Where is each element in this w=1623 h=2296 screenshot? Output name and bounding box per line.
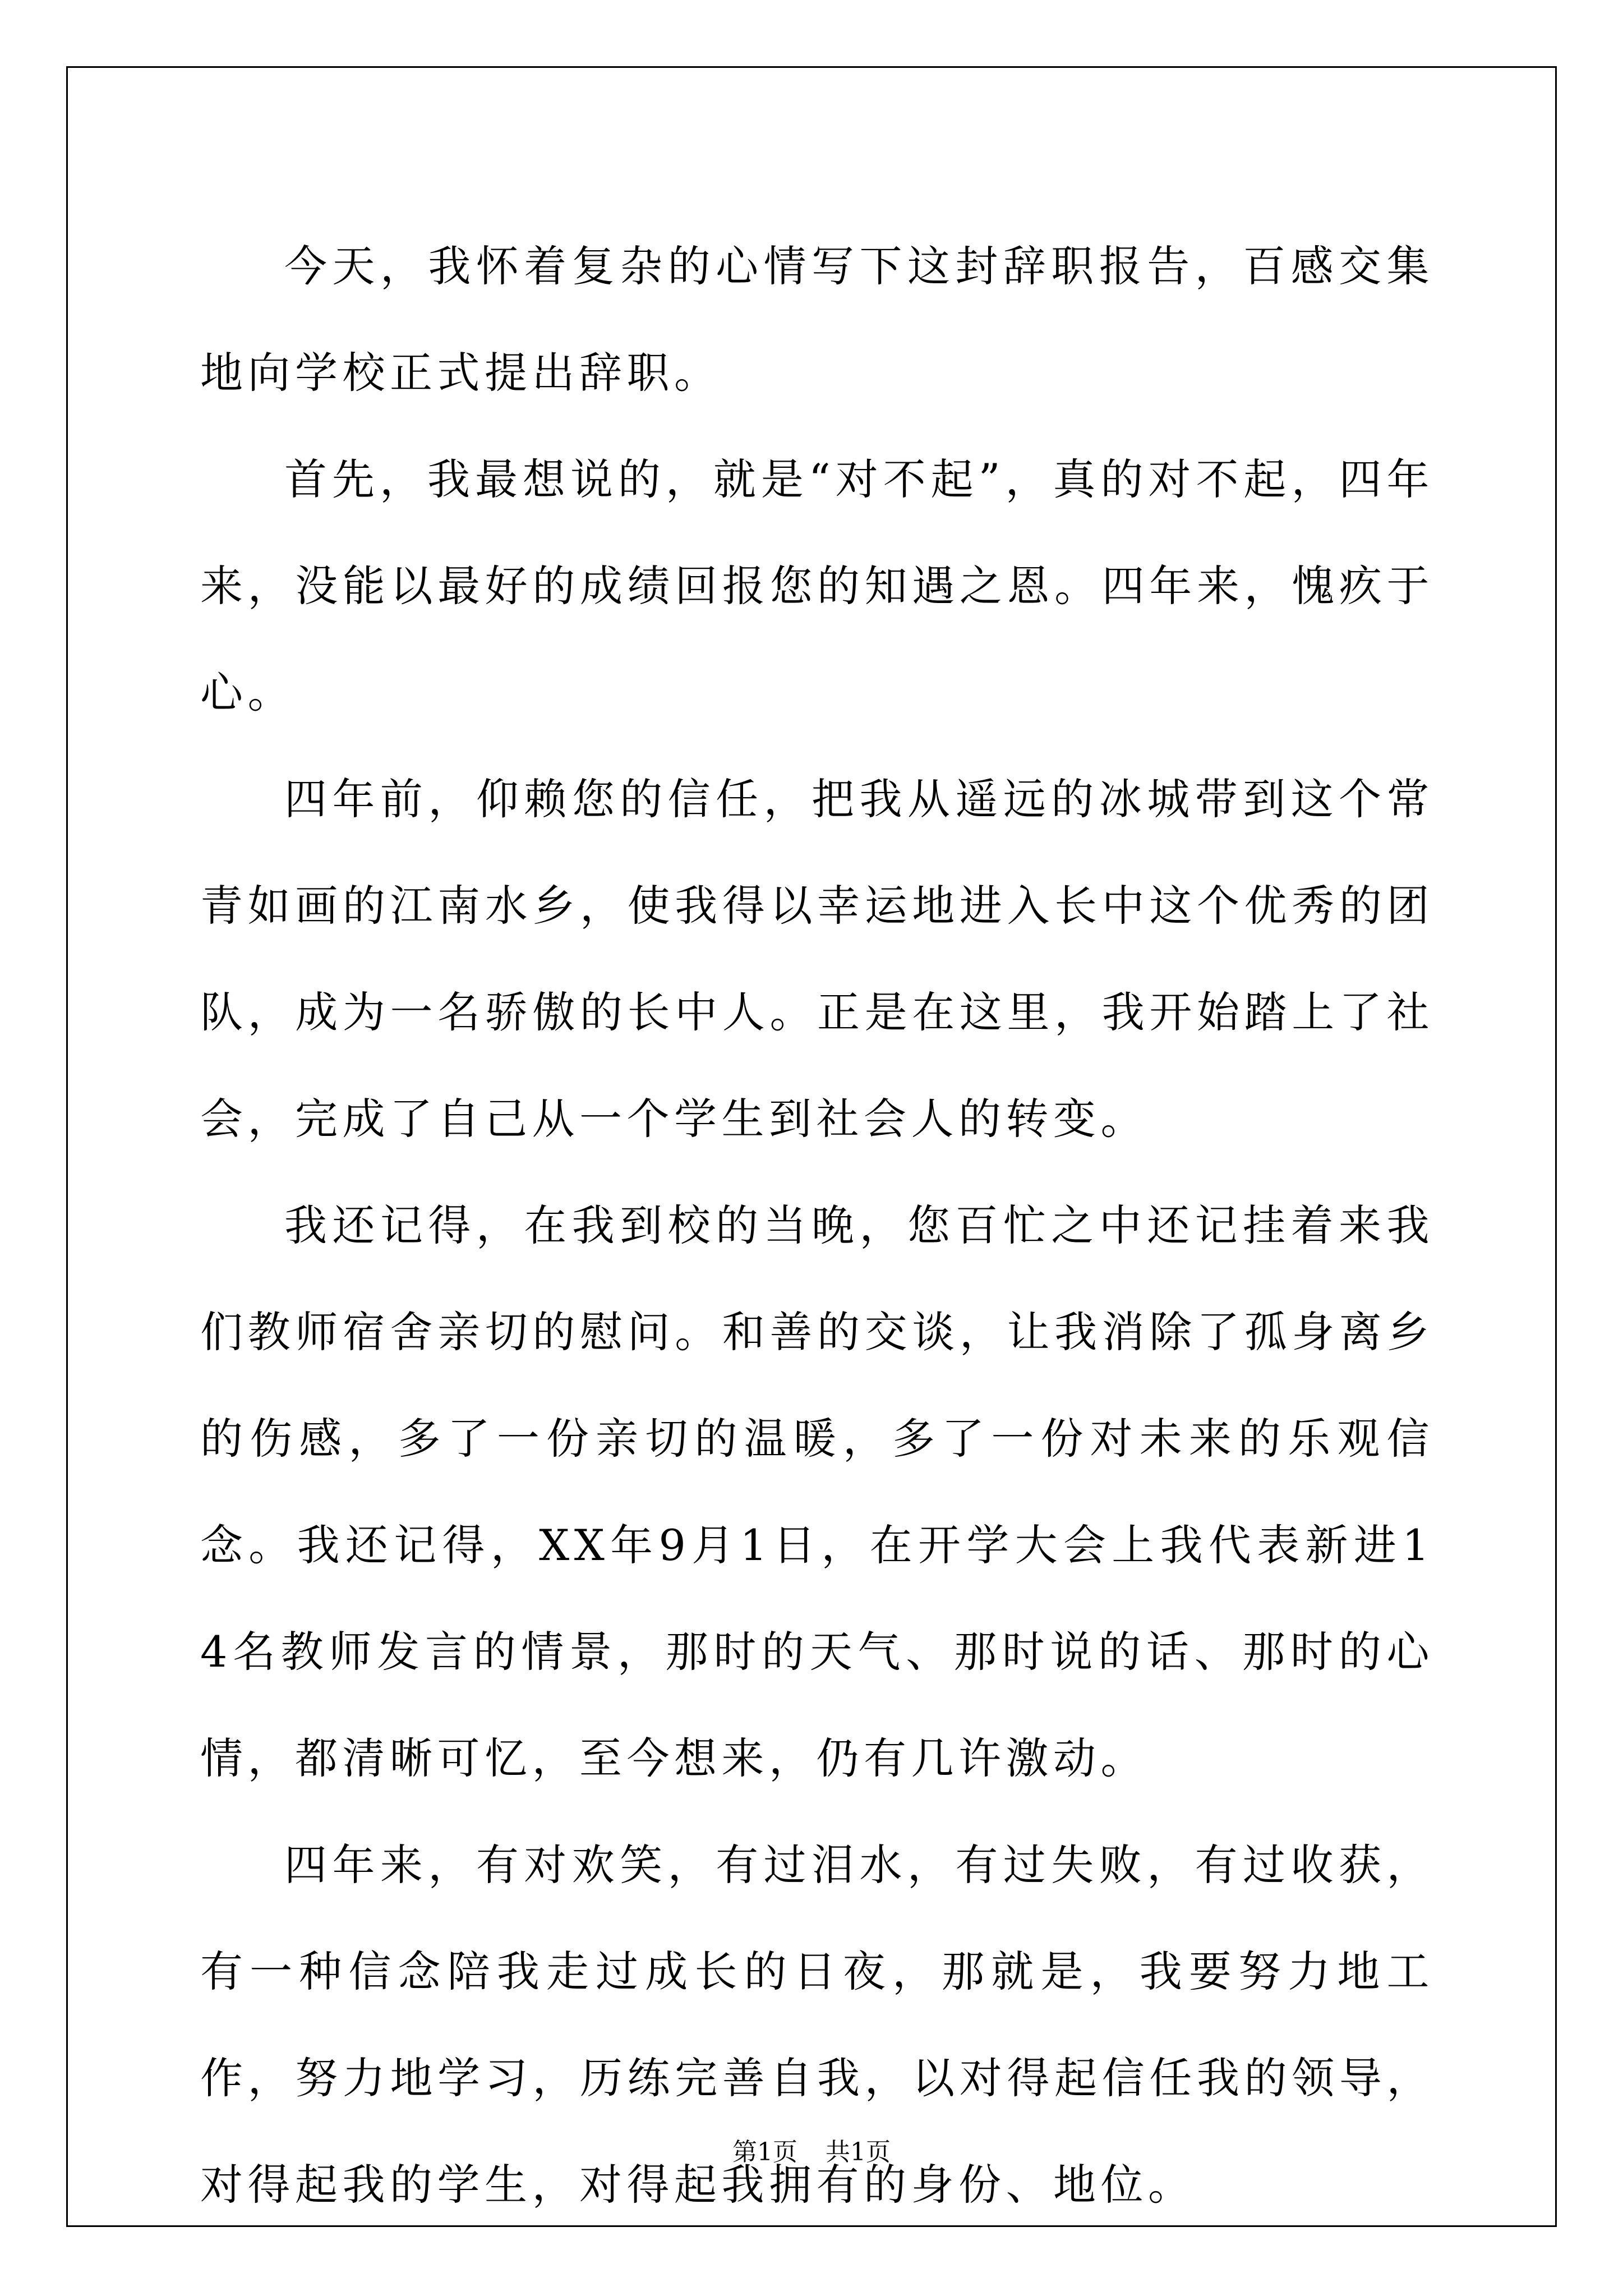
paragraph-1: 今天，我怀着复杂的心情写下这封辞职报告，百感交集地向学校正式提出辞职。 [200,241,1434,398]
paragraph-2: 首先，我最想说的，就是“对不起”，真的对不起，四年来，没能以最好的成绩回报您的知遇之恩。四年来，愧疚于心。 [200,454,1434,717]
page-number-current: 第1页 [732,2138,797,2166]
page-number-total: 共1页 [826,2138,891,2166]
paragraph-3: 四年前，仰赖您的信任，把我从遥远的冰城带到这个常青如画的江南水乡，使我得以幸运地进入长中这个优秀的团队，成为一名骄傲的长中人。正是在这里，我开始踏上了社会，完成了自己从一个学生到社会人的转变。 [200,774,1434,1144]
paragraph-5: 四年来，有对欢笑，有过泪水，有过失败，有过收获，有一种信念陪我走过成长的日夜，那就是，我要努力地工作，努力地学习，历练完善自我，以对得起信任我的领导，对得起我的学生，对得起我拥有的身份、地位。 [200,1840,1434,2210]
paragraph-4: 我还记得，在我到校的当晚，您百忙之中还记挂着来我们教师宿舍亲切的慰问。和善的交谈，让我消除了孤身离乡的伤感，多了一份亲切的温暖，多了一份对未来的乐观信念。我还记得，XX年9月1日，在开学大会上我代表新进14名教师发言的情景，那时的天气、那时说的话、那时的心情，都清晰可忆，至今想来，仍有几许激动。 [200,1200,1434,1783]
document-body [200,213,1434,2238]
page-footer [0,2132,1623,2168]
